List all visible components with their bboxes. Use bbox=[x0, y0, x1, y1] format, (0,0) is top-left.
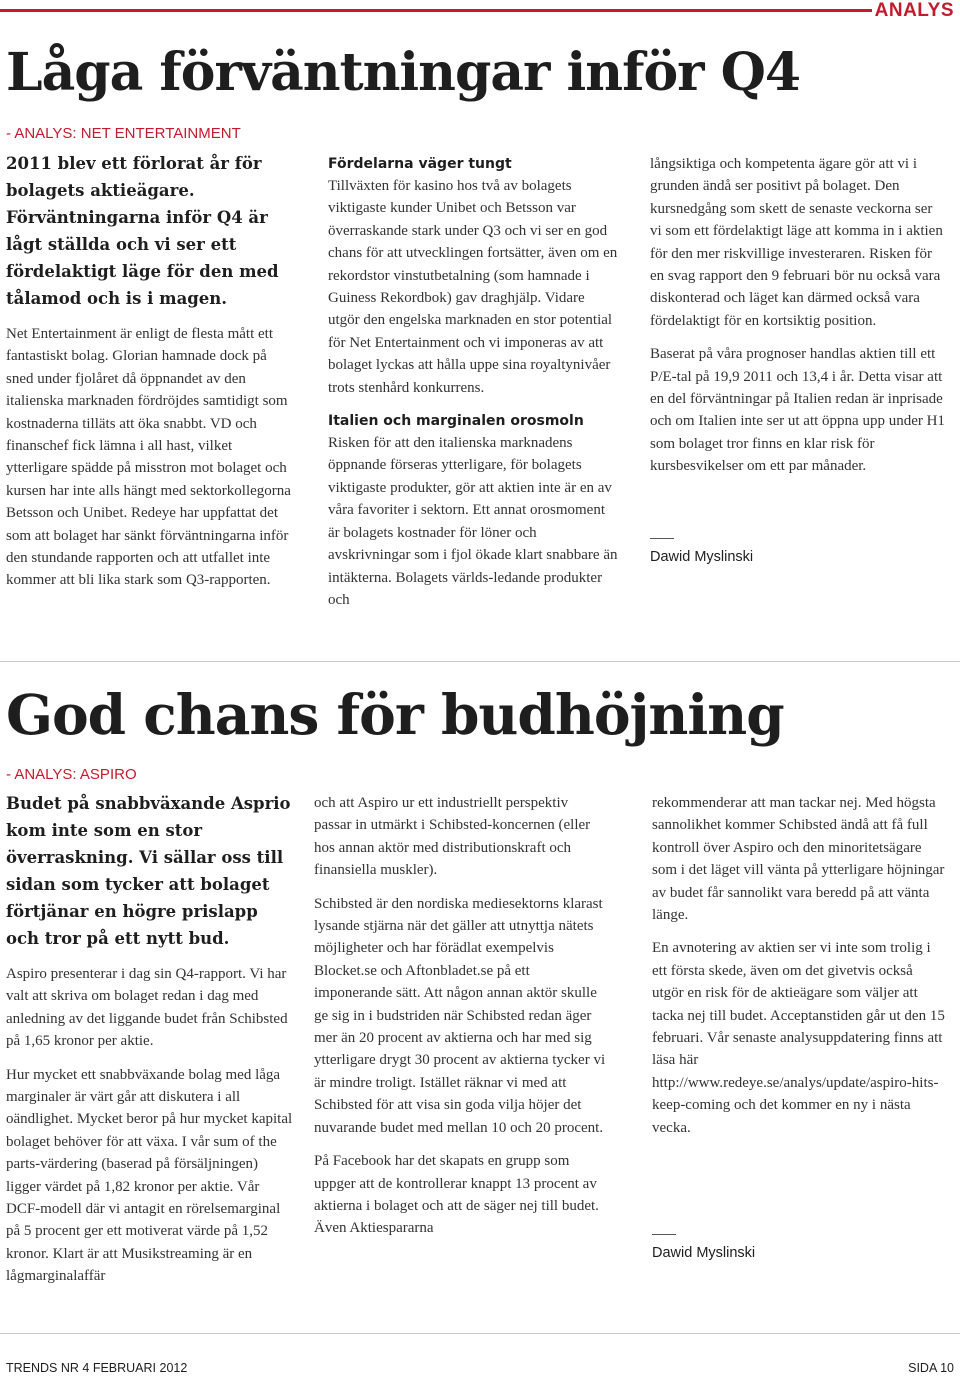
article2-column-2 bbox=[314, 792, 606, 1240]
footer-publication: TRENDS NR 4 FEBRUARI 2012 bbox=[6, 1361, 188, 1375]
article1-column-1 bbox=[6, 150, 296, 592]
footer-page-number: SIDA 10 bbox=[908, 1361, 954, 1375]
article1-byline-rule bbox=[650, 538, 674, 539]
article1-headline: Låga förväntningar inför Q4 bbox=[6, 42, 801, 103]
article1-col2-para-2: Risken för att den italienska marknadens öppnande förseras ytterligare, för bolagets viktigaste produkter, gör att aktien inte är en av våra favoriter i sektorn. Ett annat orosmoment är bolagets kostnader för löner och avskrivningar som i fjol ökade klart snabbare än intäkterna. Bolagets världs-ledande produkter och bbox=[328, 435, 618, 608]
article1-byline: Dawid Myslinski bbox=[650, 548, 754, 565]
article2-headline: God chans för budhöjning bbox=[6, 682, 784, 747]
section-label: ANALYS bbox=[874, 0, 954, 21]
article2-col1-para-1: Aspiro presenterar i dag sin Q4-rapport. Vi har valt att skriva om bolaget redan i dag med anledning av det liggande budet från Schibsted på 1,65 kronor per aktie. bbox=[6, 966, 288, 1050]
article-divider bbox=[0, 661, 960, 662]
footer-rule bbox=[0, 1333, 960, 1334]
article2-col2-para-1: och att Aspiro ur ett industriellt perspektiv passar in utmärkt i Schibsted-koncernen (eller hos annan aktör med distributionskraft och finansiella muskler). bbox=[314, 795, 591, 879]
article1-subhead-2: Italien och marginalen orosmoln bbox=[328, 413, 584, 430]
top-accent-bar bbox=[0, 9, 872, 12]
article2-lead: Budet på snabbväxande Asprio kom inte som en stor överraskning. Vi sällar oss till sidan som tycker att bolaget förtjänar en högre prislapp och tror på ett nytt bud. bbox=[6, 794, 291, 948]
article1-column-2 bbox=[328, 153, 620, 611]
article2-col3-para-2: En avnotering av aktien ser vi inte som trolig i ett första skede, även om det givetvis också utgör en risk för de aktieägare som väljer att tacka nej till budet. Acceptanstiden går ut den 15 februari. Vår senaste analysuppdatering finns att läsa här http://www.redeye.se/analys/update/aspiro-hits-keep-coming och det kommer en ny i nästa vecka. bbox=[652, 940, 945, 1136]
article2-col1-para-2: Hur mycket ett snabbväxande bolag med låga marginaler är värt går att diskutera i all oändlighet. Mycket beror på hur mycket kapital bolaget behöver för att växa. I vår sum of the parts-värdering (baserad på försäljningen) ligger värdet på 1,82 kronor per aktie. Vår DCF-modell där vi antagit en rörelsemarginal på 5 procent ger ett motiverat värde på 1,52 kronor. Klart är att Musikstreaming är en lågmarginalaffär bbox=[6, 1066, 293, 1285]
article2-column-3 bbox=[652, 792, 948, 1261]
article2-col3-para-1: rekommenderar att man tackar nej. Med högsta sannolikhet kommer Schibsted ändå att få full kontroll över Aspiro och den minoritetsägare som i det läget vill vänta på ytterligare höjningar av budet får sannolikt vara beredd på att vänta länge. bbox=[652, 795, 945, 924]
article1-kicker: - ANALYS: NET ENTERTAINMENT bbox=[6, 125, 241, 142]
article2-byline: Dawid Myslinski bbox=[652, 1245, 756, 1262]
article1-column-3 bbox=[650, 153, 946, 565]
article2-kicker: - ANALYS: ASPIRO bbox=[6, 766, 137, 783]
article2-col2-para-2: Schibsted är den nordiska mediesektorns klarast lysande stjärna när det gäller att utnyttja nätets möjligheter och har förädlat exempelvis Blocket.se och Aftonbladet.se på ett imponerande sätt. Att någon annan aktör skulle ge sig in i budstriden när Schibsted redan äger mer än 20 procent av aktierna och har med sig ytterligare drygt 30 procent av aktierna tycker vi är mindre troligt. Istället räknar vi med att Schibsted för att visa sin goda vilja höjer det nuvarande budet med mellan 10 och 20 procent. bbox=[314, 895, 606, 1136]
article1-lead: 2011 blev ett förlorat år för bolagets aktieägare. Förväntningarna inför Q4 är lågt ställda och vi ser ett fördelaktigt läge för den med tålamod och is i magen. bbox=[6, 154, 279, 308]
article2-column-1 bbox=[6, 790, 296, 1288]
article1-subhead-1: Fördelarna väger tungt bbox=[328, 156, 512, 172]
article1-col2-para-1: Tillväxten för kasino hos två av bolagets viktigaste kunder Unibet och Betsson var överraskande stark under Q3 och vi ser en god chans för att utvecklingen fortsätter, även om en rekordstor vinstutbetalning (som hamnade i Guiness Rekordbok) gav draghjälp. Vidare utgör den engelska marknaden en stor potential för Net Entertainment och vi imponeras av att bolaget lyckas att hålla uppe sina royaltynivåer trots stenhård konkurrens. bbox=[328, 178, 618, 396]
article2-byline-rule bbox=[652, 1234, 676, 1235]
article1-col3-para-2: Baserat på våra prognoser handlas aktien till ett P/E-tal på 19,9 2011 och 13,4 i år. Detta visar att en del förväntningar på Italien redan är inprisade och om Italien inte ser ut att öppna upp under H1 som bolaget tror finns en klar risk för kursbesvikelser om ett par månader. bbox=[650, 346, 945, 475]
article2-col2-para-3: På Facebook har det skapats en grupp som uppger att de kontrollerar knappt 13 procent av aktierna i bolaget och att de säger nej till budet. Även Aktiespararna bbox=[314, 1153, 599, 1237]
article1-col1-body: Net Entertainment är enligt de flesta mått ett fantastiskt bolag. Glorian hamnade dock på sned under fjolåret då öppnandet av den italienska marknaden fördröjdes samtidigt som kostnaderna tilläts att öka snabbt. VD och finanschef fick lämna i all hast, vilket ytterligare spädde på misstron mot bolaget och kursen har inte alls hängt med sektorkollegorna Betsson och Unibet. Redeye har uppfattat det som att bolaget har sänkt förväntningarna inför den stundande rapporten och att utfallet inte kommer att bli lika stark som Q3-rapporten. bbox=[6, 326, 291, 589]
article1-col3-para-1: långsiktiga och kompetenta ägare gör att vi i grunden ändå ser positivt på bolaget. Den kursnedgång som skett de senaste veckorna ser vi som ett fördelaktigt läge att komma in i aktien för den mer riskvillige investeraren. Risken för en svag rapport den 9 februari bör nu också vara diskonterad och läget kan därmed också vara fördelaktigt för en kortsiktig position. bbox=[650, 156, 943, 329]
